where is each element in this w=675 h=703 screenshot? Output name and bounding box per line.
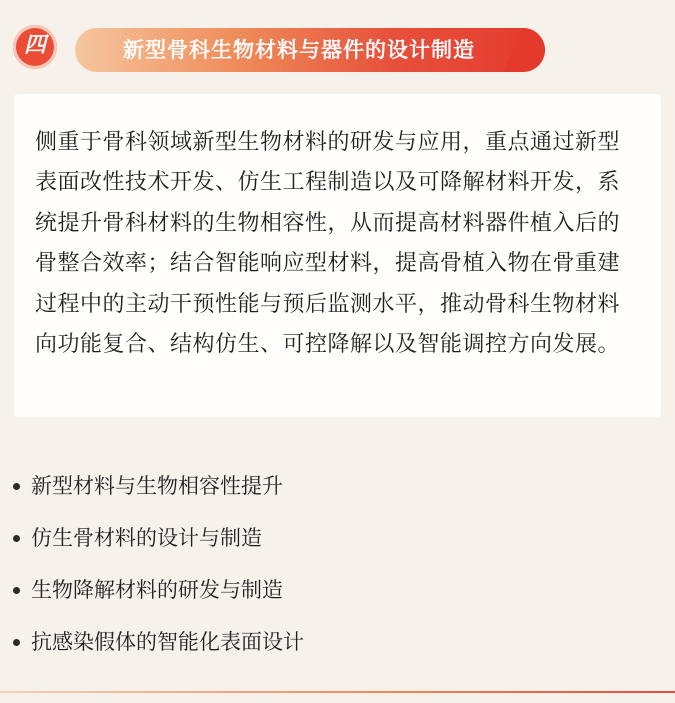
bullet-icon [13,535,20,542]
list-item [13,460,653,512]
description-card [14,94,661,417]
list-item-label: 新型材料与生物相容性提升 [31,474,283,498]
list-item [13,512,653,564]
list-item [13,564,653,616]
section-header [0,0,675,90]
bullet-icon [13,587,20,594]
research-focus-list [13,460,653,668]
list-item [13,616,653,668]
list-item-label: 抗感染假体的智能化表面设计 [31,630,304,654]
list-item-label: 仿生骨材料的设计与制造 [31,526,262,550]
section-number: 四 [23,33,46,58]
bullet-icon [13,483,20,490]
section-title-banner [75,28,545,72]
bullet-icon [13,639,20,646]
section-number-badge [13,25,57,69]
section-title: 新型骨科生物材料与器件的设计制造 [123,38,475,62]
bottom-divider [0,691,675,693]
description-text: 侧重于骨科领域新型生物材料的研发与应用，重点通过新型表面改性技术开发、仿生工程制造以及可降解材料开发，系统提升骨科材料的生物相容性，从而提高材料器件植入后的骨整合效率；结合智能响应型材料，提高骨植入物在骨重建过程中的主动干预性能与预后监测水平，推动骨科生物材料向功能复合、结构仿生、可控降解以及智能调控方向发展。 [35,130,621,358]
list-item-label: 生物降解材料的研发与制造 [31,578,283,602]
